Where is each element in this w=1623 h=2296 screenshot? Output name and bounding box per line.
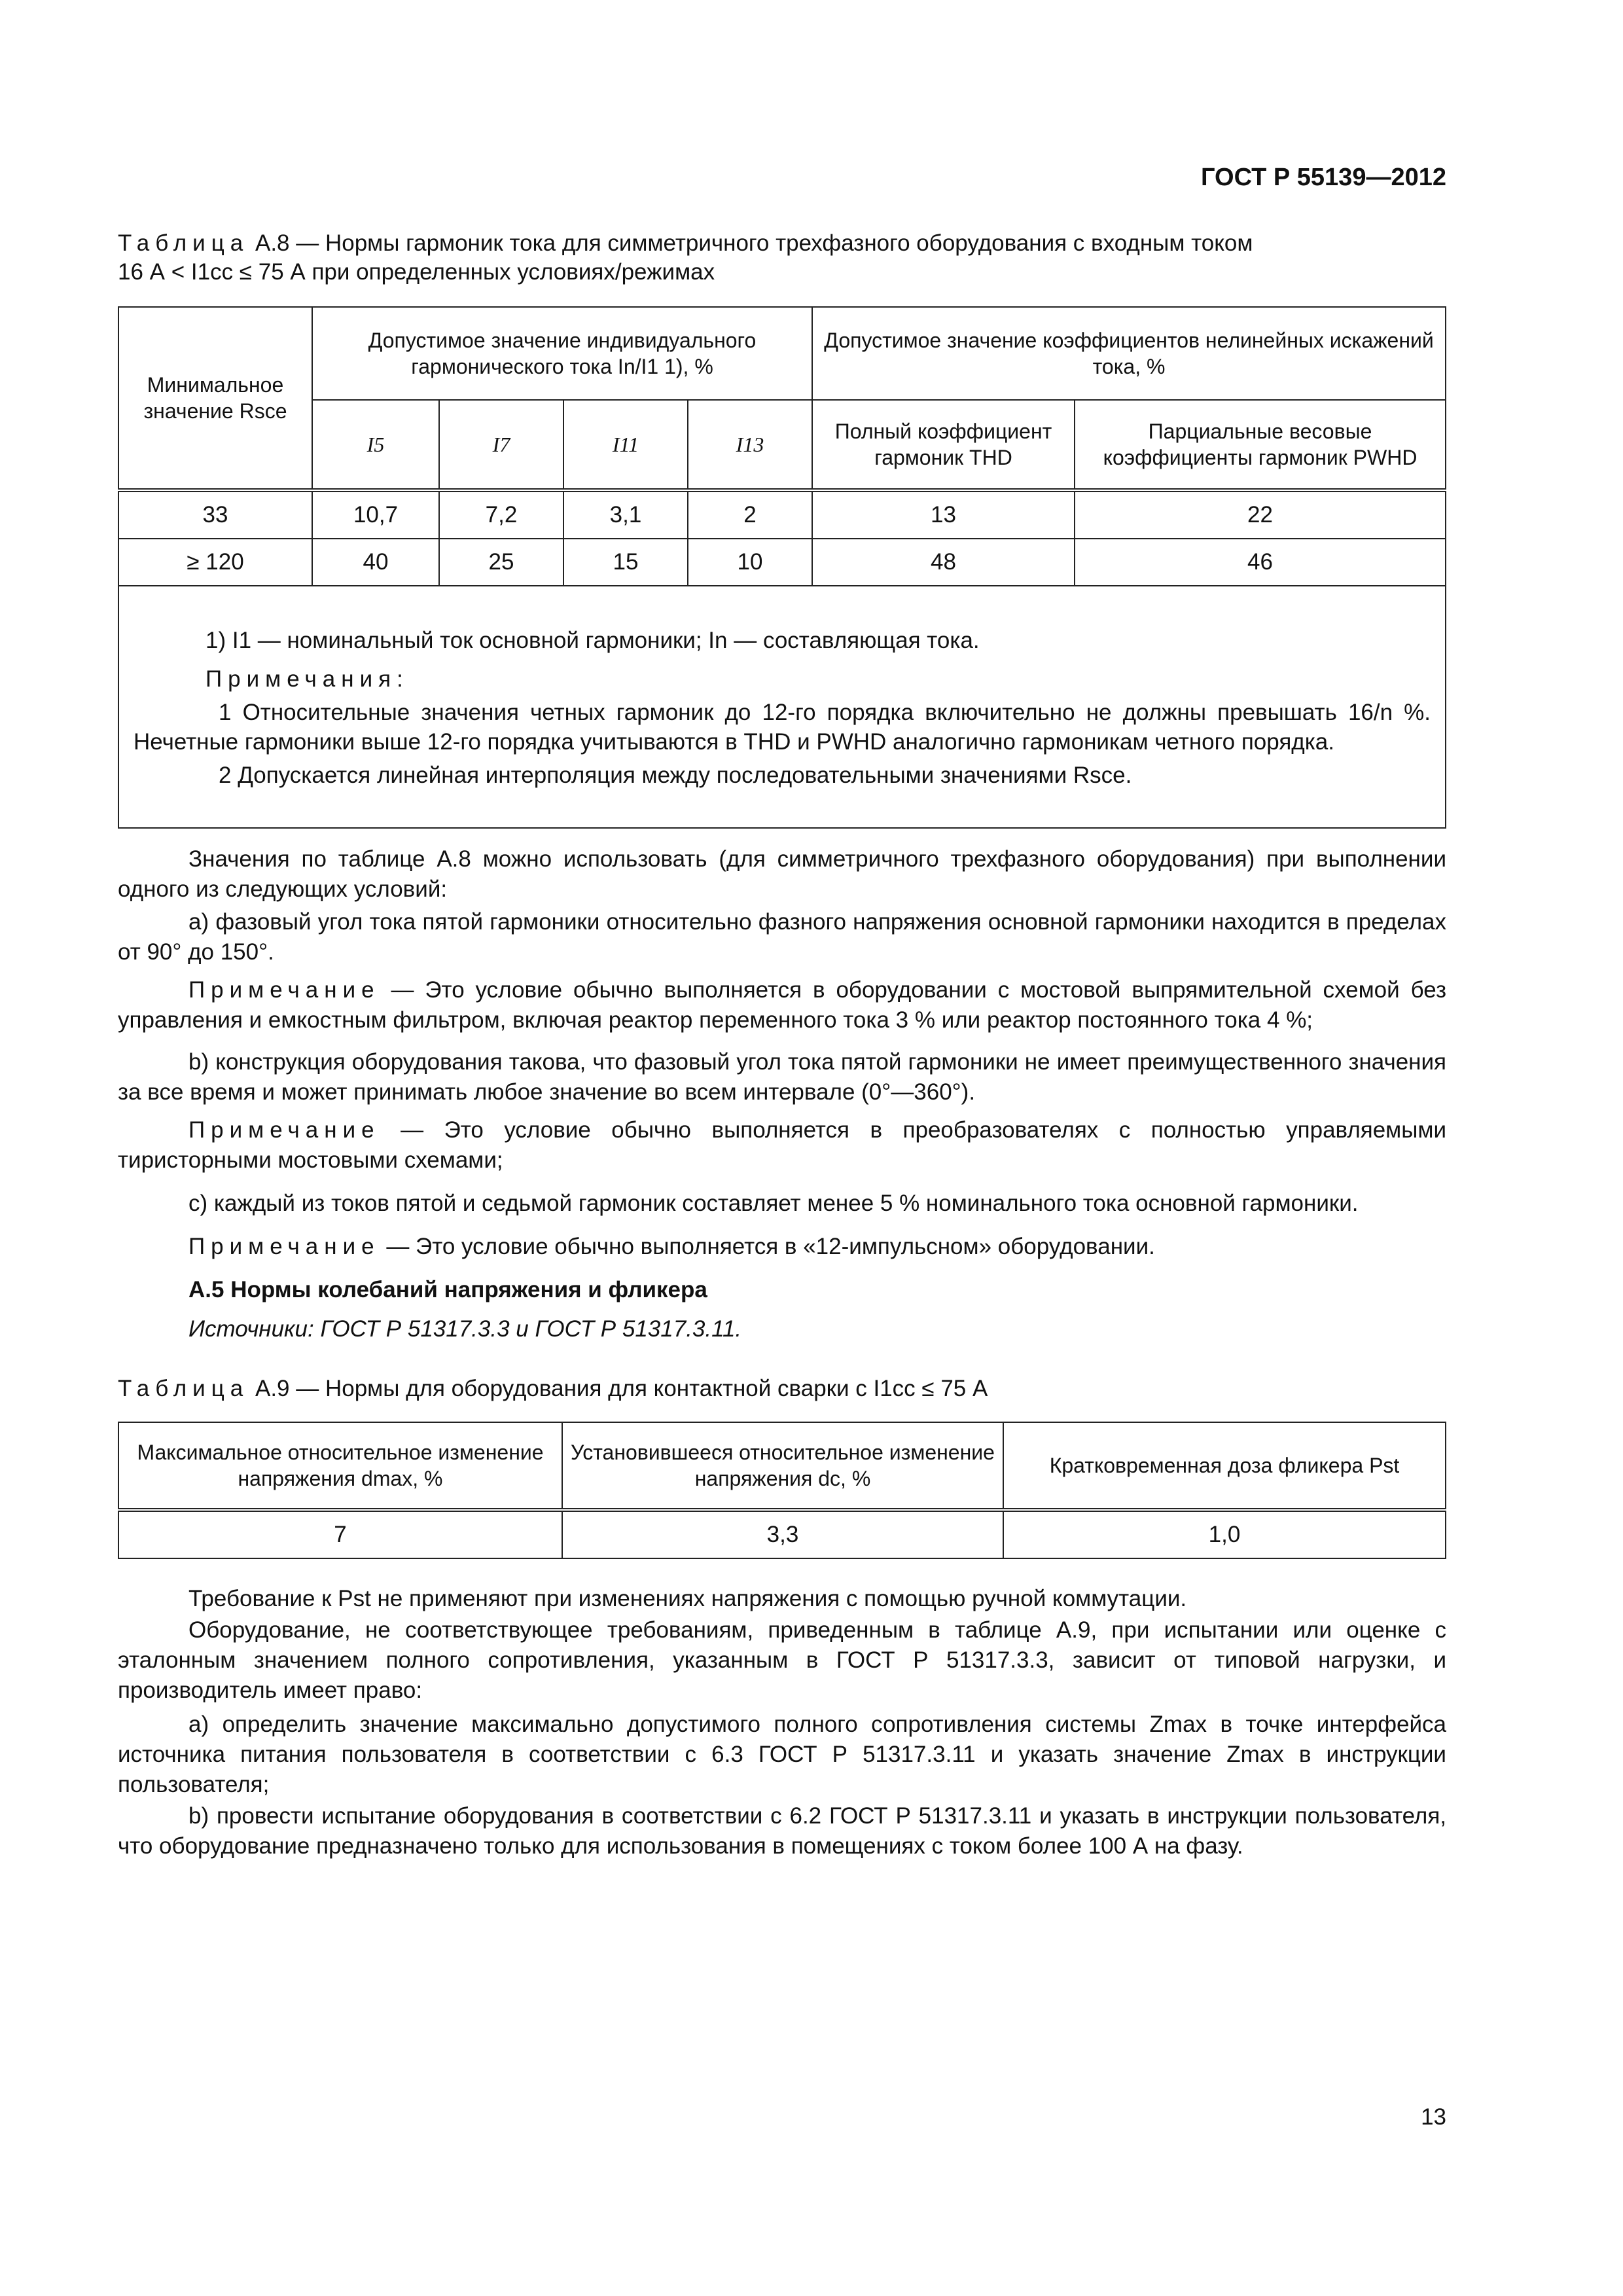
- col-individual-harmonic: Допустимое значение индивидуального гармонического тока In/I1 1), %: [312, 307, 812, 400]
- page-number: 13: [1421, 2104, 1446, 2130]
- table-a9-caption: [118, 1374, 1443, 1403]
- col-i11: I11: [563, 400, 688, 490]
- note-paragraph: [118, 1115, 1446, 1175]
- col-i7: I7: [439, 400, 563, 490]
- note-paragraph: [118, 1232, 1446, 1262]
- table-row: [118, 1510, 1446, 1558]
- note-text: — Это условие обычно выполняется в преобразователях с полностью управляемыми тиристорными мостовыми схемами;: [118, 1117, 1446, 1173]
- table-a8: [118, 306, 1446, 829]
- table-cell: 10,7: [312, 490, 439, 539]
- note-1: 1 Относительные значения четных гармоник до 12-го порядка включительно не должны превышать 16/n %. Нечетные гармоники выше 12-го порядка учитываются в THD и PWHD аналогично гармоникам четного порядка.: [134, 699, 1431, 755]
- paragraph: Оборудование, не соответствующее требованиям, приведенным в таблице А.9, при испытании или оценке с эталонным значением полного сопротивления, указанным в ГОСТ Р 51317.3.3, зависит от типовой нагрузки, и производитель имеет право:: [118, 1617, 1446, 1703]
- col-pst: Кратковременная доза фликера Pst: [1003, 1422, 1446, 1510]
- col-dc: Установившееся относительное изменение напряжения dc, %: [562, 1422, 1003, 1510]
- paragraph: b) конструкция оборудования такова, что фазовый угол тока пятой гармоники не имеет преимущественного значения за все время и может принимать любое значение во всем интервале (0°—360°).: [118, 1049, 1446, 1105]
- col-thd: Полный коэффициент гармоник THD: [812, 400, 1075, 490]
- table-cell: 40: [312, 539, 439, 586]
- paragraph: b) провести испытание оборудования в соответствии с 6.2 ГОСТ Р 51317.3.11 и указать в инструкции пользователя, что оборудование предназначено только для использования в помещениях с током более 100 А на фазу.: [118, 1803, 1446, 1859]
- table-a9: [118, 1422, 1446, 1559]
- note-text: — Это условие обычно выполняется в «12-импульсном» оборудовании.: [386, 1234, 1155, 1259]
- document-header: ГОСТ Р 55139—2012: [1201, 164, 1446, 191]
- note-label: Примечание: [188, 1234, 380, 1259]
- table-cell: 2: [688, 490, 812, 539]
- note-label: Примечание: [188, 1117, 380, 1143]
- table-a8-notes: [118, 586, 1446, 828]
- table-footnote: 1) I1 — номинальный ток основной гармоники; In — составляющая тока.: [205, 627, 980, 653]
- table-cell: 25: [439, 539, 563, 586]
- table-cell: 15: [563, 539, 688, 586]
- note-label: Примечание: [188, 977, 380, 1003]
- table-row: [118, 539, 1446, 586]
- table-cell: 10: [688, 539, 812, 586]
- section-title: А.5 Нормы колебаний напряжения и фликера: [188, 1277, 707, 1302]
- paragraph: Требование к Pst не применяют при изменениях напряжения с помощью ручной коммутации.: [188, 1586, 1187, 1611]
- paragraph: a) фазовый угол тока пятой гармоники относительно фазного напряжения основной гармоники находится в пределах от 90° до 150°.: [118, 909, 1446, 965]
- table-label: Таблица: [118, 1376, 249, 1401]
- table-cell: 22: [1075, 490, 1446, 539]
- paragraph: c) каждый из токов пятой и седьмой гармоник составляет менее 5 % номинального тока основной гармоники.: [188, 1191, 1359, 1216]
- paragraph: a) определить значение максимально допустимого полного сопротивления системы Zmax в точке интерфейса источника питания пользователя в соответствии с 6.3 ГОСТ Р 51317.3.11 и указать значение Zmax в инструкции пользователя;: [118, 1712, 1446, 1797]
- table-cell: ≥ 120: [118, 539, 312, 586]
- col-min-rsce: Минимальное значение Rsce: [118, 307, 312, 490]
- table-cell: 1,0: [1003, 1510, 1446, 1558]
- table-row: [118, 490, 1446, 539]
- paragraph: Значения по таблице А.8 можно использовать (для симметричного трехфазного оборудования) при выполнении одного из следующих условий:: [118, 846, 1446, 902]
- sources: Источники: ГОСТ Р 51317.3.3 и ГОСТ Р 51317.3.11.: [188, 1316, 742, 1342]
- table-a8-caption: [118, 229, 1443, 287]
- col-pwhd: Парциальные весовые коэффициенты гармоник PWHD: [1075, 400, 1446, 490]
- table-a8-caption-line2: 16 А < I1cc ≤ 75 А при определенных условиях/режимах: [118, 259, 715, 285]
- note-paragraph: [118, 975, 1446, 1035]
- table-a8-caption-text: А.8 — Нормы гармоник тока для симметричного трехфазного оборудования с входным током: [255, 230, 1253, 256]
- table-cell: 3,3: [562, 1510, 1003, 1558]
- table-cell: 7,2: [439, 490, 563, 539]
- table-a9-caption-text: А.9 — Нормы для оборудования для контактной сварки с I1cc ≤ 75 А: [255, 1376, 988, 1401]
- col-i13: I13: [688, 400, 812, 490]
- notes-title: Примечания:: [205, 666, 409, 692]
- table-cell: 46: [1075, 539, 1446, 586]
- note-2: 2 Допускается линейная интерполяция между последовательными значениями Rsce.: [219, 762, 1132, 788]
- table-cell: 33: [118, 490, 312, 539]
- table-cell: 48: [812, 539, 1075, 586]
- table-cell: 7: [118, 1510, 562, 1558]
- col-i5: I5: [312, 400, 439, 490]
- col-dmax: Максимальное относительное изменение напряжения dmax, %: [118, 1422, 562, 1510]
- col-coefficients: Допустимое значение коэффициентов нелинейных искажений тока, %: [812, 307, 1446, 400]
- table-cell: 13: [812, 490, 1075, 539]
- note-text: — Это условие обычно выполняется в оборудовании с мостовой выпрямительной схемой без управления и емкостным фильтром, включая реактор переменного тока 3 % или реактор постоянного тока 4 %;: [118, 977, 1446, 1033]
- table-label: Таблица: [118, 230, 249, 256]
- table-cell: 3,1: [563, 490, 688, 539]
